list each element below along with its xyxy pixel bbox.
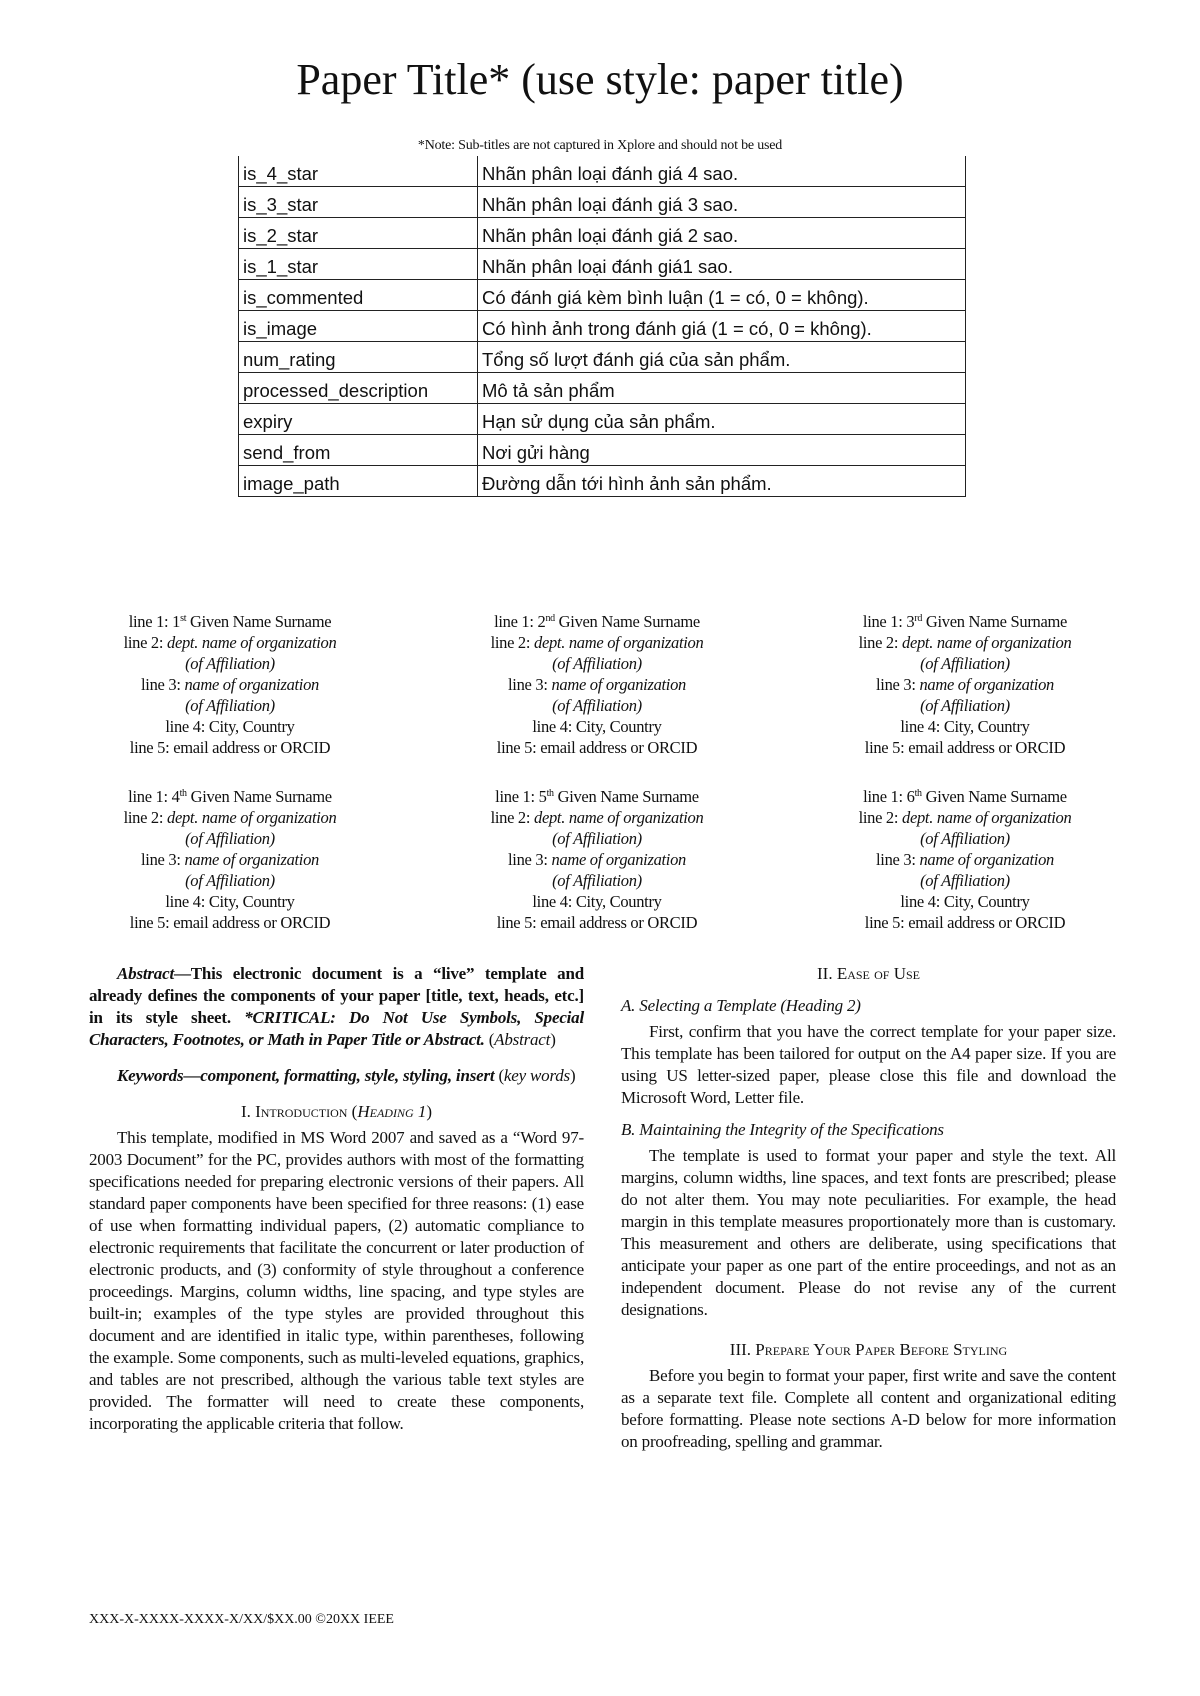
field-description-cell: Nhãn phân loại đánh giá 2 sao. bbox=[478, 218, 966, 249]
author-3: line 1: 3rd Given Name Surname line 2: dept. name of organization (of Affiliation) line 3: name of organization (of Affiliation) line 4: City, Country line 5: email address or ORCID bbox=[858, 612, 1072, 757]
fields-table bbox=[238, 156, 966, 497]
author-4: line 1: 4th Given Name Surname line 2: dept. name of organization (of Affiliation) line 3: name of organization (of Affiliation) line 4: City, Country line 5: email address or ORCID bbox=[123, 787, 337, 932]
keywords: Keywords—component, formatting, style, styling, insert (key words) bbox=[117, 1066, 576, 1085]
table-row bbox=[239, 187, 966, 218]
table-row bbox=[239, 249, 966, 280]
field-description-cell: Đường dẫn tới hình ảnh sản phẩm. bbox=[478, 466, 966, 497]
field-description-cell: Nơi gửi hàng bbox=[478, 435, 966, 466]
field-name-cell: processed_description bbox=[239, 373, 478, 404]
field-name-cell: expiry bbox=[239, 404, 478, 435]
abstract: Abstract—This electronic document is a “live” template and already defines the components of your paper [title, text, heads, etc.] in its style sheet. *CRITICAL: Do Not Use Symbols, Special Characters, Footnotes, or Math in Paper Title or Abstract. (Abstract) bbox=[89, 964, 585, 1049]
field-name-cell: is_3_star bbox=[239, 187, 478, 218]
field-name-cell: send_from bbox=[239, 435, 478, 466]
field-name-cell: is_4_star bbox=[239, 156, 478, 187]
prepare-body: Before you begin to format your paper, first write and save the content as a separate text file. Complete all content and organizational editing before formatting. Please note sections A-D below for more information on proofreading, spelling and grammar. bbox=[621, 1366, 1116, 1451]
field-name-cell: is_image bbox=[239, 311, 478, 342]
subsection-heading-a: A. Selecting a Template (Heading 2) bbox=[621, 996, 861, 1015]
field-description-cell: Nhãn phân loại đánh giá 4 sao. bbox=[478, 156, 966, 187]
field-description-cell: Nhãn phân loại đánh giá 3 sao. bbox=[478, 187, 966, 218]
right-column bbox=[621, 963, 1116, 1453]
field-description-cell: Có đánh giá kèm bình luận (1 = có, 0 = không). bbox=[478, 280, 966, 311]
author-6: line 1: 6th Given Name Surname line 2: dept. name of organization (of Affiliation) line 3: name of organization (of Affiliation) line 4: City, Country line 5: email address or ORCID bbox=[858, 787, 1072, 932]
field-name-cell: is_1_star bbox=[239, 249, 478, 280]
paper-title: Paper Title* (use style: paper title) bbox=[296, 55, 904, 104]
author-5: line 1: 5th Given Name Surname line 2: dept. name of organization (of Affiliation) line 3: name of organization (of Affiliation) line 4: City, Country line 5: email address or ORCID bbox=[490, 787, 704, 932]
field-description-cell: Tổng số lượt đánh giá của sản phẩm. bbox=[478, 342, 966, 373]
table-row bbox=[239, 404, 966, 435]
field-description-cell: Nhãn phân loại đánh giá1 sao. bbox=[478, 249, 966, 280]
field-description-cell: Có hình ảnh trong đánh giá (1 = có, 0 = không). bbox=[478, 311, 966, 342]
field-name-cell: num_rating bbox=[239, 342, 478, 373]
subsection-a-body: First, confirm that you have the correct template for your paper size. This template has been tailored for output on the A4 paper size. If you are using US letter-sized paper, please close this file and download the Microsoft Word, Letter file. bbox=[621, 1022, 1116, 1107]
author-2: line 1: 2nd Given Name Surname line 2: dept. name of organization (of Affiliation) line 3: name of organization (of Affiliation) line 4: City, Country line 5: email address or ORCID bbox=[490, 612, 704, 757]
copyright-footer: XXX-X-XXXX-XXXX-X/XX/$XX.00 ©20XX IEEE bbox=[89, 1612, 394, 1627]
table-row bbox=[239, 435, 966, 466]
subsection-b-body: The template is used to format your paper and style the text. All margins, column widths, line spaces, and text fonts are prescribed; please do not alter them. You may note peculiarities. For example, the head margin in this template measures proportionately more than is customary. This measurement and others are deliberate, using specifications that anticipate your paper as one part of the entire proceedings, and not as an independent document. Please do not revise any of the current designations. bbox=[621, 1146, 1116, 1319]
subsection-heading-b: B. Maintaining the Integrity of the Specifications bbox=[621, 1120, 944, 1139]
table-row bbox=[239, 466, 966, 497]
section-heading-introduction: I. Introduction (Heading 1) bbox=[240, 1102, 433, 1121]
section-heading-ease-of-use: II. Ease of Use bbox=[817, 964, 920, 983]
author-1: line 1: 1st Given Name Surname line 2: dept. name of organization (of Affiliation) line 3: name of organization (of Affiliation) line 4: City, Country line 5: email address or ORCID bbox=[123, 612, 337, 757]
table-row bbox=[239, 156, 966, 187]
section-heading-prepare: III. Prepare Your Paper Before Styling bbox=[729, 1340, 1008, 1359]
table-row bbox=[239, 280, 966, 311]
field-description-cell: Hạn sử dụng của sản phẩm. bbox=[478, 404, 966, 435]
table-row bbox=[239, 342, 966, 373]
table-row bbox=[239, 311, 966, 342]
table-row bbox=[239, 373, 966, 404]
field-name-cell: is_2_star bbox=[239, 218, 478, 249]
field-name-cell: is_commented bbox=[239, 280, 478, 311]
left-column bbox=[89, 963, 584, 1435]
introduction-body: This template, modified in MS Word 2007 and saved as a “Word 97-2003 Document” for the PC, provides authors with most of the formatting specifications needed for preparing electronic versions of their papers. All standard paper components have been specified for three reasons: (1) ease of use when formatting individual papers, (2) automatic compliance to electronic requirements that facilitate the concurrent or later production of electronic products, and (3) conformity of style throughout a conference proceedings. Margins, column widths, line spacing, and type styles are built-in; examples of the type styles are provided throughout this document and are identified in italic type, within parentheses, following the example. Some components, such as multi-leveled equations, graphics, and tables are not prescribed, although the various table text styles are provided. The formatter will need to create these components, incorporating the applicable criteria that follow. bbox=[89, 1128, 584, 1433]
field-name-cell: image_path bbox=[239, 466, 478, 497]
field-description-cell: Mô tả sản phẩm bbox=[478, 373, 966, 404]
subtitle-note: *Note: Sub-titles are not captured in Xplore and should not be used bbox=[417, 138, 783, 153]
table-row bbox=[239, 218, 966, 249]
